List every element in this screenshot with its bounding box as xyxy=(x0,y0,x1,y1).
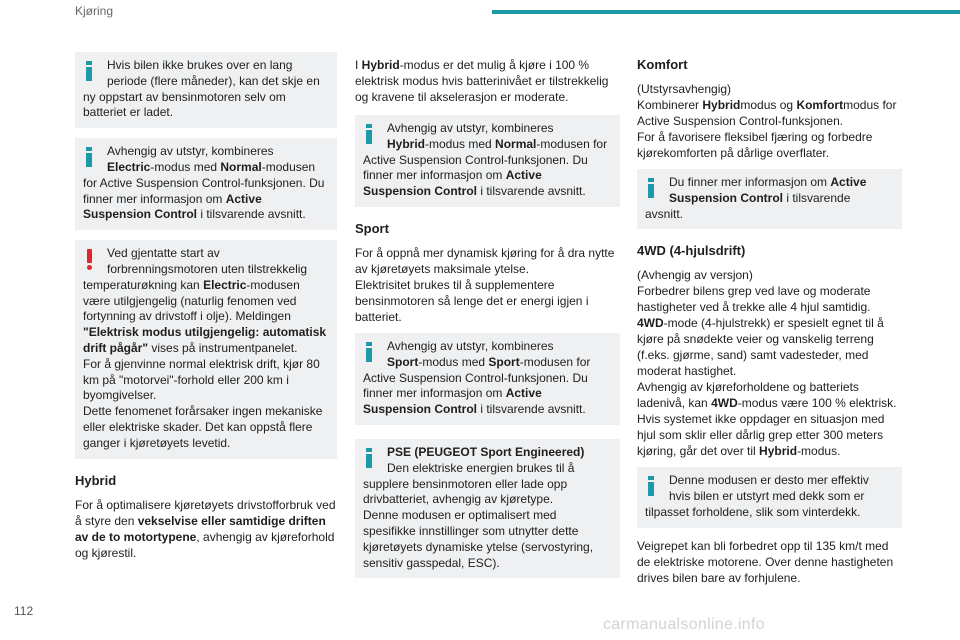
info-note-komfort-suspension: Du finner mer informasjon om Active Suspension Control i tilsvarende avsnitt. xyxy=(637,169,902,229)
info-note-electric-suspension: Avhengig av utstyr, kombineres Electric-modus med Normal-modusen for Active Suspension Control-funksjonen. Du finner mer informasjon om Active Suspension Control i tilsvarende avsnitt. xyxy=(75,138,337,230)
page-number: 112 xyxy=(14,604,34,618)
column-3 xyxy=(637,57,902,596)
heading-komfort: Komfort xyxy=(637,57,688,72)
info-note-hybrid-suspension: Avhengig av utstyr, kombineres Hybrid-modus med Normal-modusen for Active Suspension Control-funksjonen. Du finner mer informasjon om Active Suspension Control i tilsvarende avsnitt. xyxy=(355,115,620,207)
info-icon xyxy=(362,342,376,366)
info-note-pse: PSE (PEUGEOT Sport Engineered) Den elektriske energien brukes til å supplere bensinmotoren eller lade opp drivbatteriet, avhengig av kjøretype. Denne modusen er optimalisert med spesifikke innstillinger som utnytter dette kjøretøyets dynamiske ytelse (servostyring, sensitiv gasspedal, ESC). xyxy=(355,439,620,578)
info-icon xyxy=(362,124,376,148)
hybrid-electric-paragraph: I Hybrid-modus er det mulig å kjøre i 100 % elektrisk modus hvis batterinivået er tilstrekkelig og kravene til akselerasjon er moderate. xyxy=(355,58,609,104)
heading-4wd: 4WD (4-hjulsdrift) xyxy=(637,243,746,259)
column-1 xyxy=(75,52,337,571)
info-icon xyxy=(644,476,658,500)
warning-note-electric-unavailable: Ved gjentatte start av forbrenningsmotoren uten tilstrekkelig temperaturøkning kan Electric-modusen være utilgjengelig (naturlig fenomen ved fortynning av drivstoff i olje). Meldingen "Elektrisk modus utilgjengelig: automatisk drift pågår" vises på instrumentpanelet. For å gjenvinne normal elektrisk drift, kjør 80 km på "motorvei"-forhold eller 200 km i byomgivelser. Dette fenomenet forårsaker ingen mekaniske eller elektriske skader. Det kan oppstå flere ganger i kjøretøyets levetid. xyxy=(75,240,337,458)
section-title: Kjøring xyxy=(75,4,114,18)
grip-speed-paragraph: Veigrepet kan bli forbedret opp til 135 km/t med de elektriske motorene. Over denne hastigheten drives bilen bare av forhjulene. xyxy=(637,538,894,585)
komfort-description: (Utstyrsavhengig) Kombinerer Hybridmodus og Komfortmodus for Active Suspension Control-funksjonen. For å favorisere fleksibel fjæring og forbedre kjørekomforten på dårlige overflater. xyxy=(637,82,897,160)
watermark: carmanualsonline.info xyxy=(603,616,765,633)
info-icon xyxy=(82,61,96,85)
column-2 xyxy=(355,57,620,588)
info-note-sport-suspension: Avhengig av utstyr, kombineres Sport-modus med Sport-modusen for Active Suspension Control-funksjonen. Du finner mer informasjon om Active Suspension Control i tilsvarende avsnitt. xyxy=(355,333,620,425)
info-note-restart: Hvis bilen ikke brukes over en lang periode (flere måneder), kan det skje en ny oppstart av bensinmotoren selv om batteriet er ladet. xyxy=(75,52,337,128)
warning-icon xyxy=(83,249,97,273)
header-accent-bar xyxy=(492,10,960,14)
heading-sport: Sport xyxy=(355,220,389,236)
info-note-winter-tyres: Denne modusen er desto mer effektiv hvis bilen er utstyrt med dekk som er tilpasset forholdene, slik som vinterdekk. xyxy=(637,467,902,527)
4wd-description: (Avhengig av versjon) Forbedrer bilens grep ved lave og moderate hastigheter ved å trekke alle 4 hjul samtidig. 4WD-mode (4-hjulstrekk) er spesielt egnet til å kjøre på snødekte veier og vanskelig terreng (f.eks. gjørme, sand) samt vadesteder, med moderat hastighet. Avhengig av kjøreforholdene og batteriets ladenivå, kan 4WD-modus være 100 % elektrisk. Hvis systemet ikke oppdager en situasjon med hjul som sklir eller dårlig grep etter 300 meters kjøring, går det over til Hybrid-modus. xyxy=(637,268,897,459)
heading-hybrid: Hybrid xyxy=(75,472,117,488)
hybrid-description: For å optimalisere kjøretøyets drivstofforbruk ved å styre den vekselvise eller samtidige driften av de to motortypene, avhengig av kjøreforhold og kjørestil. xyxy=(75,497,336,560)
info-icon xyxy=(362,448,376,472)
info-icon xyxy=(644,178,658,202)
info-icon xyxy=(82,147,96,171)
sport-description: For å oppnå mer dynamisk kjøring for å dra nytte av kjøretøyets maksimale ytelse. Elektrisitet brukes til å supplementere bensinmotoren så lenge det er energi igjen i batteriet. xyxy=(355,245,615,324)
